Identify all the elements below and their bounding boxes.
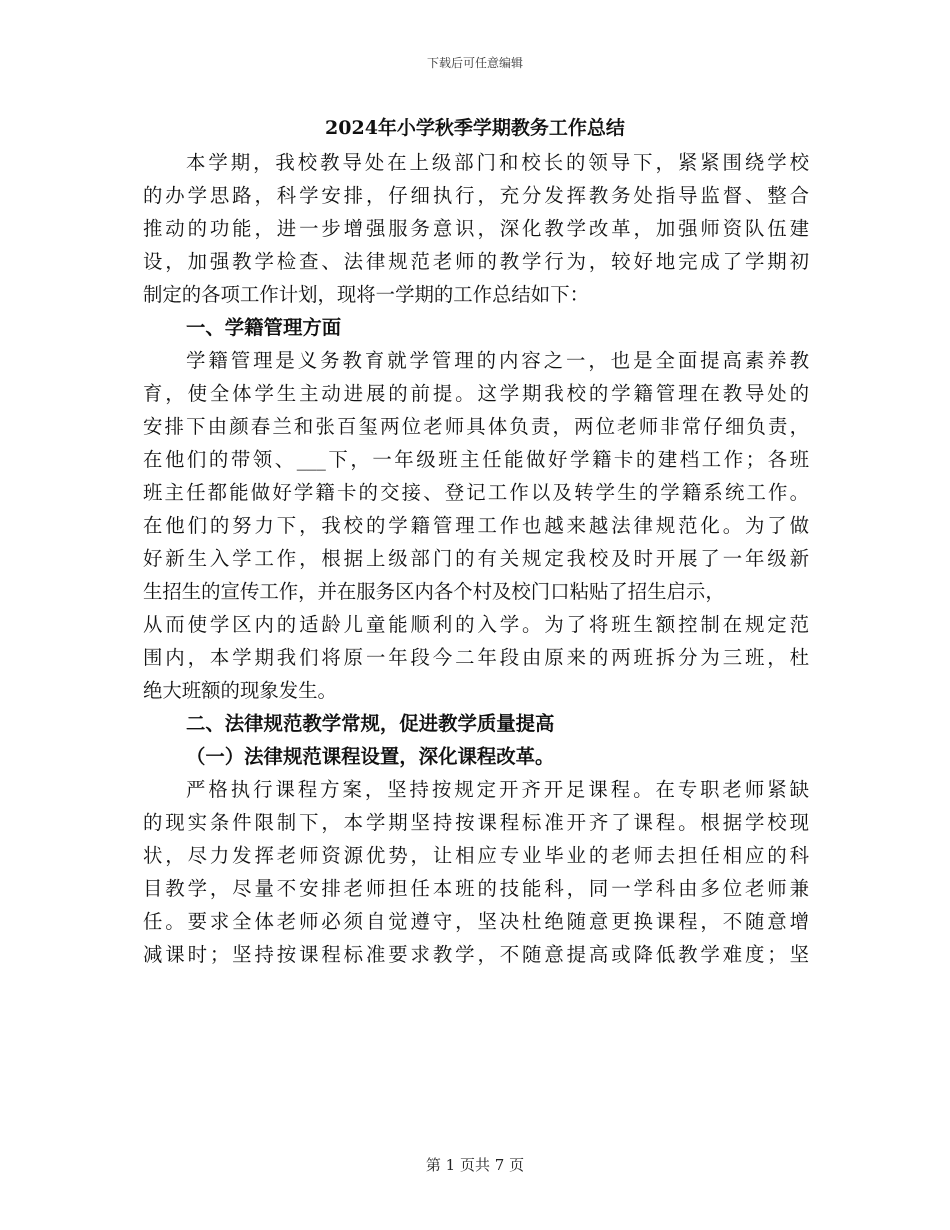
paragraph-line: 的办学思路，科学安排，仔细执行，充分发挥教务处指导监督、整合 (143, 184, 809, 207)
paragraph-line: 从而使学区内的适龄儿童能顺利的入学。为了将班生额控制在规定范 (143, 613, 809, 636)
paragraph-line: 在他们的努力下，我校的学籍管理工作也越来越法律规范化。为了做 (143, 514, 809, 537)
paragraph-line: 生招生的宣传工作，并在服务区内各个村及校门口粘贴了招生启示， (143, 580, 725, 603)
paragraph-line: 严格执行课程方案，坚持按规定开齐开足课程。在专职老师紧缺 (186, 778, 809, 801)
paragraph-line: 设，加强教学检查、法律规范老师的教学行为，较好地完成了学期初 (143, 250, 809, 273)
header-note: 下载后可任意编辑 (426, 56, 523, 70)
paragraph-line: 推动的功能，进一步增强服务意识，深化教学改革，加强师资队伍建 (143, 217, 809, 240)
paragraph-line: 的现实条件限制下，本学期坚持按课程标准开齐了课程。根据学校现 (143, 811, 809, 834)
page-footer: 第 1 页共 7 页 (425, 1156, 525, 1174)
paragraph-line: 安排下由颜春兰和张百玺两位老师具体负责，两位老师非常仔细负责， (143, 415, 809, 438)
paragraph-line: 本学期，我校教导处在上级部门和校长的领导下，紧紧围绕学校 (186, 151, 809, 174)
section-heading: 二、法律规范教学常规，促进教学质量提高 (186, 712, 555, 735)
paragraph-line: 班主任都能做好学籍卡的交接、登记工作以及转学生的学籍系统工作。 (143, 481, 809, 504)
document-title: 2024年小学秋季学期教务工作总结 (325, 117, 625, 139)
section-heading: 一、学籍管理方面 (186, 316, 342, 339)
paragraph-line: 育，使全体学生主动进展的前提。这学期我校的学籍管理在教导处的 (143, 382, 809, 405)
paragraph-line: 在他们的带领、___下，一年级班主任能做好学籍卡的建档工作；各班 (143, 448, 809, 471)
paragraph-line: 任。要求全体老师必须自觉遵守，坚决杜绝随意更换课程，不随意增 (143, 910, 809, 933)
paragraph-line: 好新生入学工作，根据上级部门的有关规定我校及时开展了一年级新 (143, 547, 809, 570)
section-heading: （一）法律规范课程设置，深化课程改革。 (186, 745, 555, 768)
paragraph-line: 减课时；坚持按课程标准要求教学，不随意提高或降低教学难度；坚 (143, 943, 809, 966)
paragraph-line: 制定的各项工作计划，现将一学期的工作总结如下： (143, 283, 589, 306)
paragraph-line: 学籍管理是义务教育就学管理的内容之一，也是全面提高素养教 (186, 349, 809, 372)
document-body (143, 146, 809, 971)
paragraph-line: 围内，本学期我们将原一年段今二年段由原来的两班拆分为三班，杜 (143, 646, 809, 669)
paragraph-line: 绝大班额的现象发生。 (143, 679, 337, 702)
paragraph-line: 状，尽力发挥老师资源优势，让相应专业毕业的老师去担任相应的科 (143, 844, 809, 867)
paragraph-line: 目教学，尽量不安排老师担任本班的技能科，同一学科由多位老师兼 (143, 877, 809, 900)
